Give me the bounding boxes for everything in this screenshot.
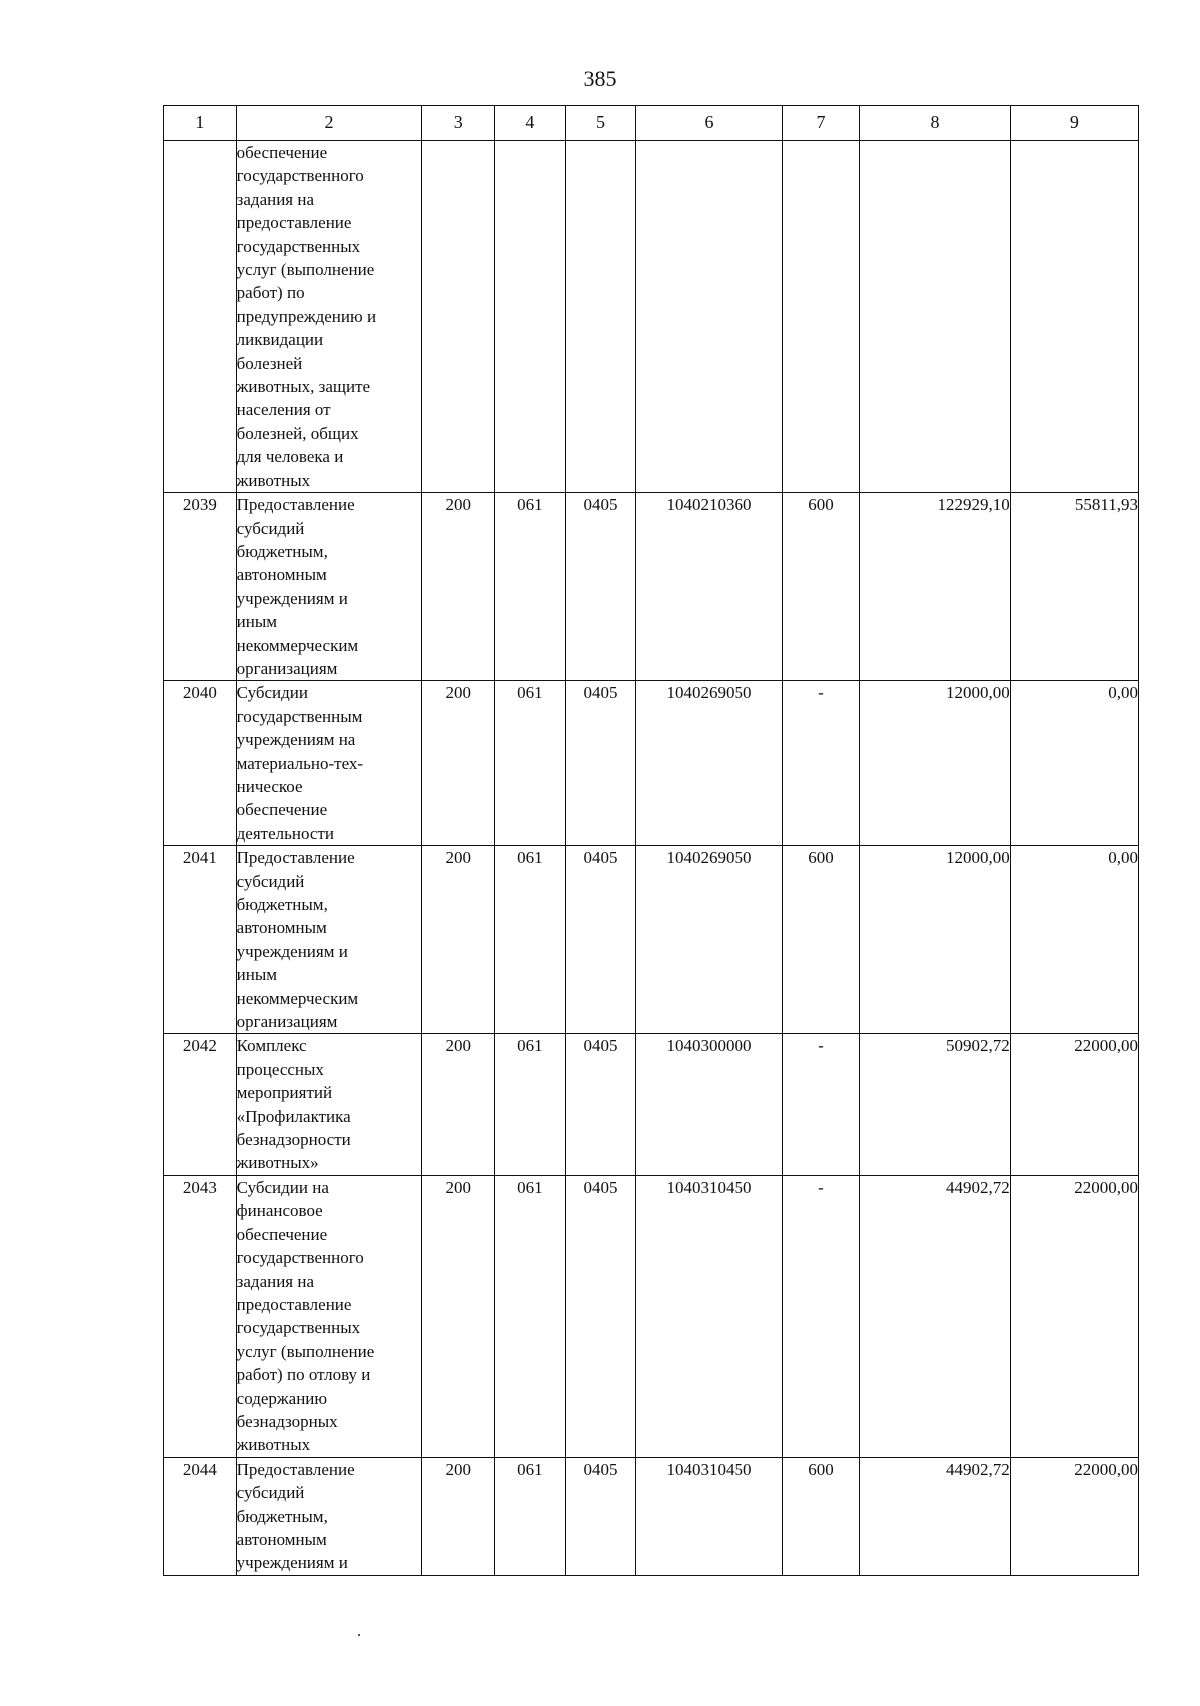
- row-name-line: животных»: [236, 1153, 319, 1173]
- cell-col7: 600: [782, 1457, 860, 1575]
- cell-col9-amount: 22000,00: [1010, 1034, 1138, 1175]
- cell-col7: -: [782, 1034, 860, 1175]
- row-name-line: животных: [236, 1435, 311, 1455]
- row-name-line: содержанию: [236, 1388, 328, 1408]
- row-name-line: предупреждению и: [236, 306, 377, 326]
- row-name-line: безнадзорности: [236, 1130, 351, 1150]
- cell-col3: 200: [422, 1457, 495, 1575]
- cell-col8-amount: [860, 141, 1010, 493]
- cell-col3: 200: [422, 846, 495, 1034]
- row-name-cell: [236, 1457, 422, 1575]
- cell-col9-amount: 0,00: [1010, 846, 1138, 1034]
- cell-col5: 0405: [565, 1034, 636, 1175]
- column-header: 9: [1010, 106, 1138, 141]
- cell-col5: 0405: [565, 681, 636, 846]
- cell-col7: 600: [782, 846, 860, 1034]
- row-name-line: работ) по отлову и: [236, 1365, 371, 1385]
- row-name-line: процессных: [236, 1059, 324, 1079]
- row-name-line: предоставление: [236, 213, 352, 233]
- row-name-line: Предоставление: [236, 1459, 355, 1479]
- row-name-line: животных, защите: [236, 377, 371, 397]
- row-name-line: работ) по: [236, 283, 305, 303]
- row-name-cell: [236, 1175, 422, 1457]
- row-name-line: материально-тех-: [236, 753, 364, 773]
- row-name-line: иным: [236, 612, 278, 632]
- table-row: [164, 681, 1139, 846]
- row-number-cell: 2044: [164, 1457, 237, 1575]
- row-name-cell: [236, 846, 422, 1034]
- cell-col5: [565, 141, 636, 493]
- cell-col6: [636, 141, 782, 493]
- cell-col3: 200: [422, 1175, 495, 1457]
- row-name-line: некоммерческим: [236, 635, 359, 655]
- row-name-line: населения от: [236, 400, 331, 420]
- row-name-line: учреждениям на: [236, 730, 356, 750]
- cell-col9-amount: 55811,93: [1010, 493, 1138, 681]
- row-number-cell: 2039: [164, 493, 237, 681]
- row-name-line: иным: [236, 965, 278, 985]
- row-name-line: Субсидии на: [236, 1177, 329, 1197]
- row-name-line: безнадзорных: [236, 1411, 338, 1431]
- row-name-line: государственного: [236, 166, 364, 186]
- column-header: 6: [636, 106, 782, 141]
- cell-col6: 1040310450: [636, 1175, 782, 1457]
- column-header: 4: [495, 106, 566, 141]
- row-name-line: организациям: [236, 1012, 338, 1032]
- cell-col9-amount: 22000,00: [1010, 1175, 1138, 1457]
- row-name-line: учреждениям и: [236, 588, 348, 608]
- row-name-line: Предоставление: [236, 848, 355, 868]
- column-header: 2: [236, 106, 422, 141]
- row-name-line: бюджетным,: [236, 895, 328, 914]
- row-name-line: животных: [236, 470, 311, 490]
- row-name-line: мероприятий: [236, 1083, 333, 1103]
- page-number: 385: [583, 66, 617, 91]
- table-row: [164, 1175, 1139, 1457]
- row-name-line: Комплекс: [236, 1036, 307, 1056]
- row-name-line: организациям: [236, 658, 338, 678]
- row-name-line: государственного: [236, 1248, 364, 1268]
- row-name-line: ликвидации: [236, 330, 324, 350]
- row-name-cell: [236, 141, 422, 493]
- cell-col4: 061: [495, 1175, 566, 1457]
- row-name-line: субсидий: [236, 518, 305, 538]
- row-name-cell: [236, 493, 422, 681]
- cell-col5: 0405: [565, 1175, 636, 1457]
- cell-col4: 061: [495, 1457, 566, 1575]
- row-name-line: болезней, общих: [236, 423, 359, 443]
- cell-col5: 0405: [565, 1457, 636, 1575]
- row-name-line: «Профилактика: [236, 1106, 351, 1126]
- row-name-line: задания на: [236, 1271, 315, 1291]
- cell-col8-amount: 50902,72: [860, 1034, 1010, 1175]
- row-number-cell: 2041: [164, 846, 237, 1034]
- row-name-line: обеспечение: [236, 143, 328, 162]
- cell-col7: -: [782, 681, 860, 846]
- cell-col8-amount: 12000,00: [860, 681, 1010, 846]
- row-name-line: учреждениям и: [236, 1553, 348, 1573]
- row-name-line: автономным: [236, 1529, 327, 1549]
- cell-col8-amount: 122929,10: [860, 493, 1010, 681]
- row-name-line: ническое: [236, 776, 303, 796]
- row-name-line: бюджетным,: [236, 541, 328, 561]
- row-name-line: задания на: [236, 189, 315, 209]
- row-number-cell: [164, 141, 237, 493]
- column-header: 1: [164, 106, 237, 141]
- row-name-line: обеспечение: [236, 1224, 328, 1244]
- cell-col7: -: [782, 1175, 860, 1457]
- cell-col8-amount: 12000,00: [860, 846, 1010, 1034]
- row-name-line: обеспечение: [236, 800, 328, 820]
- row-name-line: для человека и: [236, 447, 344, 467]
- row-number-cell: 2042: [164, 1034, 237, 1175]
- row-name-line: автономным: [236, 565, 327, 585]
- row-name-line: автономным: [236, 918, 327, 938]
- cell-col4: 061: [495, 846, 566, 1034]
- table-row: [164, 1034, 1139, 1175]
- row-name-line: услуг (выполнение: [236, 1341, 375, 1361]
- cell-col9-amount: [1010, 141, 1138, 493]
- cell-col6: 1040210360: [636, 493, 782, 681]
- cell-col9-amount: 22000,00: [1010, 1457, 1138, 1575]
- scan-speck: [358, 1634, 360, 1636]
- table-row: [164, 1457, 1139, 1575]
- row-name-line: некоммерческим: [236, 988, 359, 1008]
- budget-table: [163, 105, 1139, 1576]
- row-name-line: субсидий: [236, 871, 305, 891]
- cell-col4: 061: [495, 493, 566, 681]
- table-row: [164, 141, 1139, 493]
- cell-col9-amount: 0,00: [1010, 681, 1138, 846]
- column-header: 8: [860, 106, 1010, 141]
- table-row: [164, 846, 1139, 1034]
- cell-col8-amount: 44902,72: [860, 1457, 1010, 1575]
- row-name-line: учреждениям и: [236, 941, 348, 961]
- table-body: [164, 141, 1139, 1576]
- row-name-line: предоставление: [236, 1294, 352, 1314]
- row-name-line: деятельности: [236, 823, 334, 843]
- cell-col3: 200: [422, 681, 495, 846]
- table-header-row: [164, 106, 1139, 141]
- cell-col7: [782, 141, 860, 493]
- cell-col7: 600: [782, 493, 860, 681]
- column-header: 5: [565, 106, 636, 141]
- row-name-line: субсидий: [236, 1483, 305, 1503]
- row-name-line: бюджетным,: [236, 1506, 328, 1526]
- row-name-line: Субсидии: [236, 683, 308, 703]
- cell-col6: 1040310450: [636, 1457, 782, 1575]
- row-name-line: болезней: [236, 353, 303, 373]
- row-number-cell: 2040: [164, 681, 237, 846]
- column-header: 3: [422, 106, 495, 141]
- cell-col5: 0405: [565, 493, 636, 681]
- row-name-line: государственных: [236, 236, 361, 256]
- row-name-line: государственных: [236, 1318, 361, 1338]
- row-name-cell: [236, 681, 422, 846]
- table-row: [164, 493, 1139, 681]
- cell-col6: 1040300000: [636, 1034, 782, 1175]
- row-name-line: услуг (выполнение: [236, 260, 375, 280]
- column-header: 7: [782, 106, 860, 141]
- row-name-line: Предоставление: [236, 495, 355, 515]
- cell-col4: 061: [495, 681, 566, 846]
- cell-col4: [495, 141, 566, 493]
- cell-col3: 200: [422, 493, 495, 681]
- row-name-cell: [236, 1034, 422, 1175]
- cell-col8-amount: 44902,72: [860, 1175, 1010, 1457]
- row-name-line: финансовое: [236, 1201, 323, 1221]
- row-name-line: государственным: [236, 706, 363, 726]
- cell-col3: [422, 141, 495, 493]
- cell-col6: 1040269050: [636, 846, 782, 1034]
- cell-col4: 061: [495, 1034, 566, 1175]
- cell-col5: 0405: [565, 846, 636, 1034]
- row-number-cell: 2043: [164, 1175, 237, 1457]
- cell-col3: 200: [422, 1034, 495, 1175]
- cell-col6: 1040269050: [636, 681, 782, 846]
